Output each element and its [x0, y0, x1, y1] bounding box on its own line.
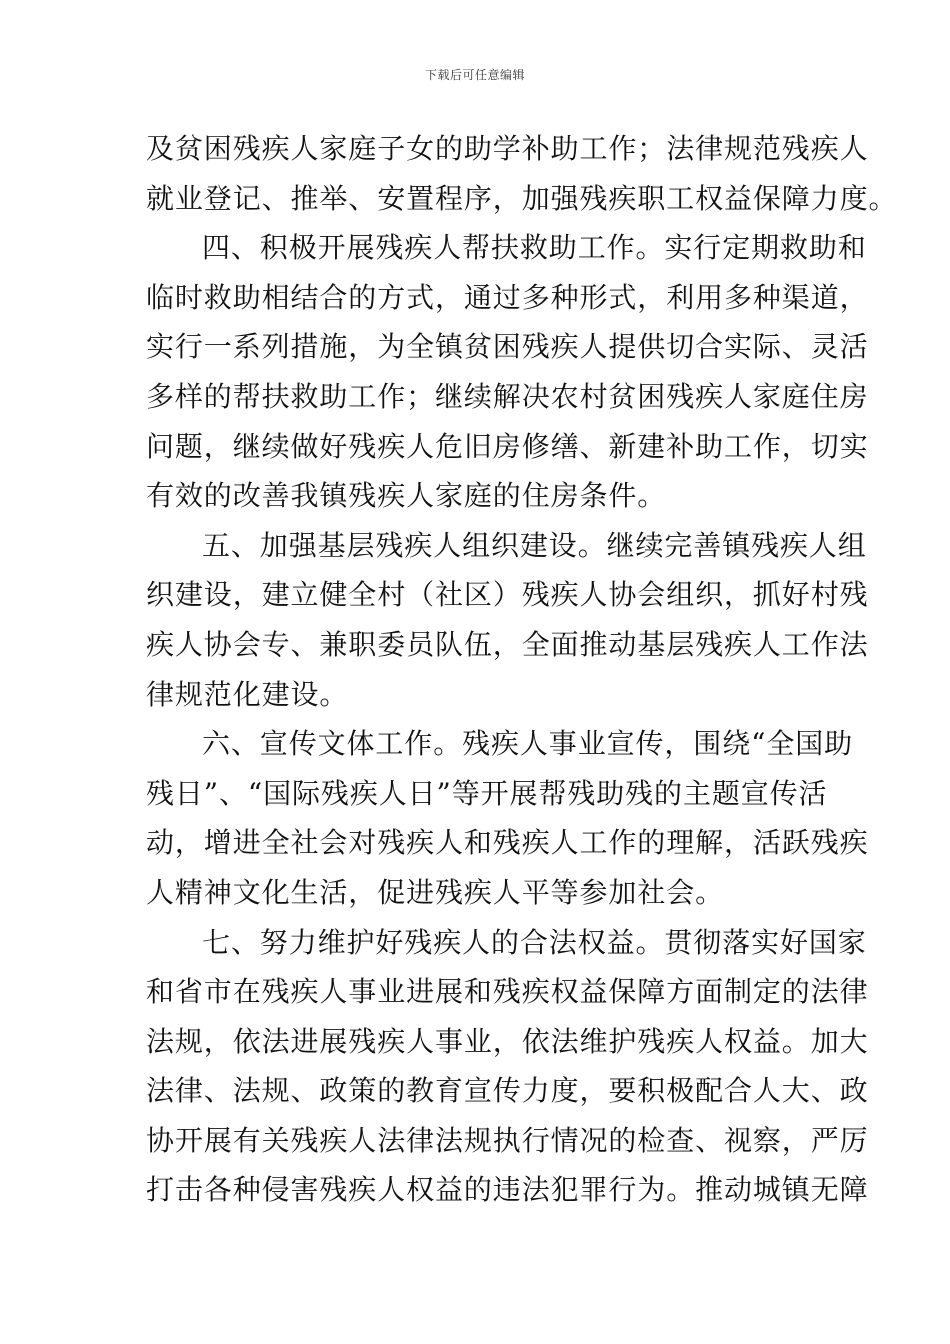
- text-line: 及贫困残疾人家庭子女的助学补助工作；法律规范残疾人: [146, 132, 869, 165]
- text-line: 律规范化建设。: [146, 677, 349, 711]
- text-line: 织建设，建立健全村（社区）残疾人协会组织，抓好村残: [146, 578, 869, 612]
- text-line: 残日”、“国际残疾人日”等开展帮残助残的主题宣传活: [146, 776, 828, 810]
- text-line: 协开展有关残疾人法律法规执行情况的检查、视察，严厉: [146, 1123, 869, 1157]
- text-line: 法规，依法进展残疾人事业，依法维护残疾人权益。加大: [146, 1024, 869, 1058]
- text-line: 问题，继续做好残疾人危旧房修缮、新建补助工作，切实: [146, 429, 869, 463]
- body-text: [146, 124, 898, 1215]
- text-line: 实行一系列措施，为全镇贫困残疾人提供切合实际、灵活: [146, 330, 869, 364]
- text-line: 和省市在残疾人事业进展和残疾权益保障方面制定的法律: [146, 975, 869, 1009]
- text-line: 法律、法规、政策的教育宣传力度，要积极配合人大、政: [146, 1074, 869, 1108]
- text-line: 多样的帮扶救助工作；继续解决农村贫困残疾人家庭住房: [146, 379, 869, 413]
- text-line: 临时救助相结合的方式，通过多种形式，利用多种渠道，: [146, 280, 869, 314]
- text-line: 人精神文化生活，促进残疾人平等参加社会。: [146, 875, 725, 909]
- header-note: 下载后可任意编辑: [424, 68, 525, 82]
- text-line: 有效的改善我镇残疾人家庭的住房条件。: [146, 479, 667, 513]
- text-line: 打击各种侵害残疾人权益的违法犯罪行为。推动城镇无障: [146, 1173, 869, 1207]
- paragraph-start-line: 七、努力维护好残疾人的合法权益。贯彻落实好国家: [202, 925, 867, 959]
- text-line: 就业登记、推举、安置程序，加强残疾职工权益保障力度。: [146, 181, 898, 215]
- paragraph-start-line: 四、积极开展残疾人帮扶救助工作。实行定期救助和: [202, 231, 867, 265]
- paragraph-start-line: 六、宣传文体工作。残疾人事业宣传，围绕“全国助: [202, 727, 854, 761]
- text-line: 动，增进全社会对残疾人和残疾人工作的理解，活跃残疾: [146, 826, 869, 860]
- text-line: 疾人协会专、兼职委员队伍，全面推动基层残疾人工作法: [146, 627, 869, 661]
- paragraph-start-line: 五、加强基层残疾人组织建设。继续完善镇残疾人组: [202, 528, 867, 562]
